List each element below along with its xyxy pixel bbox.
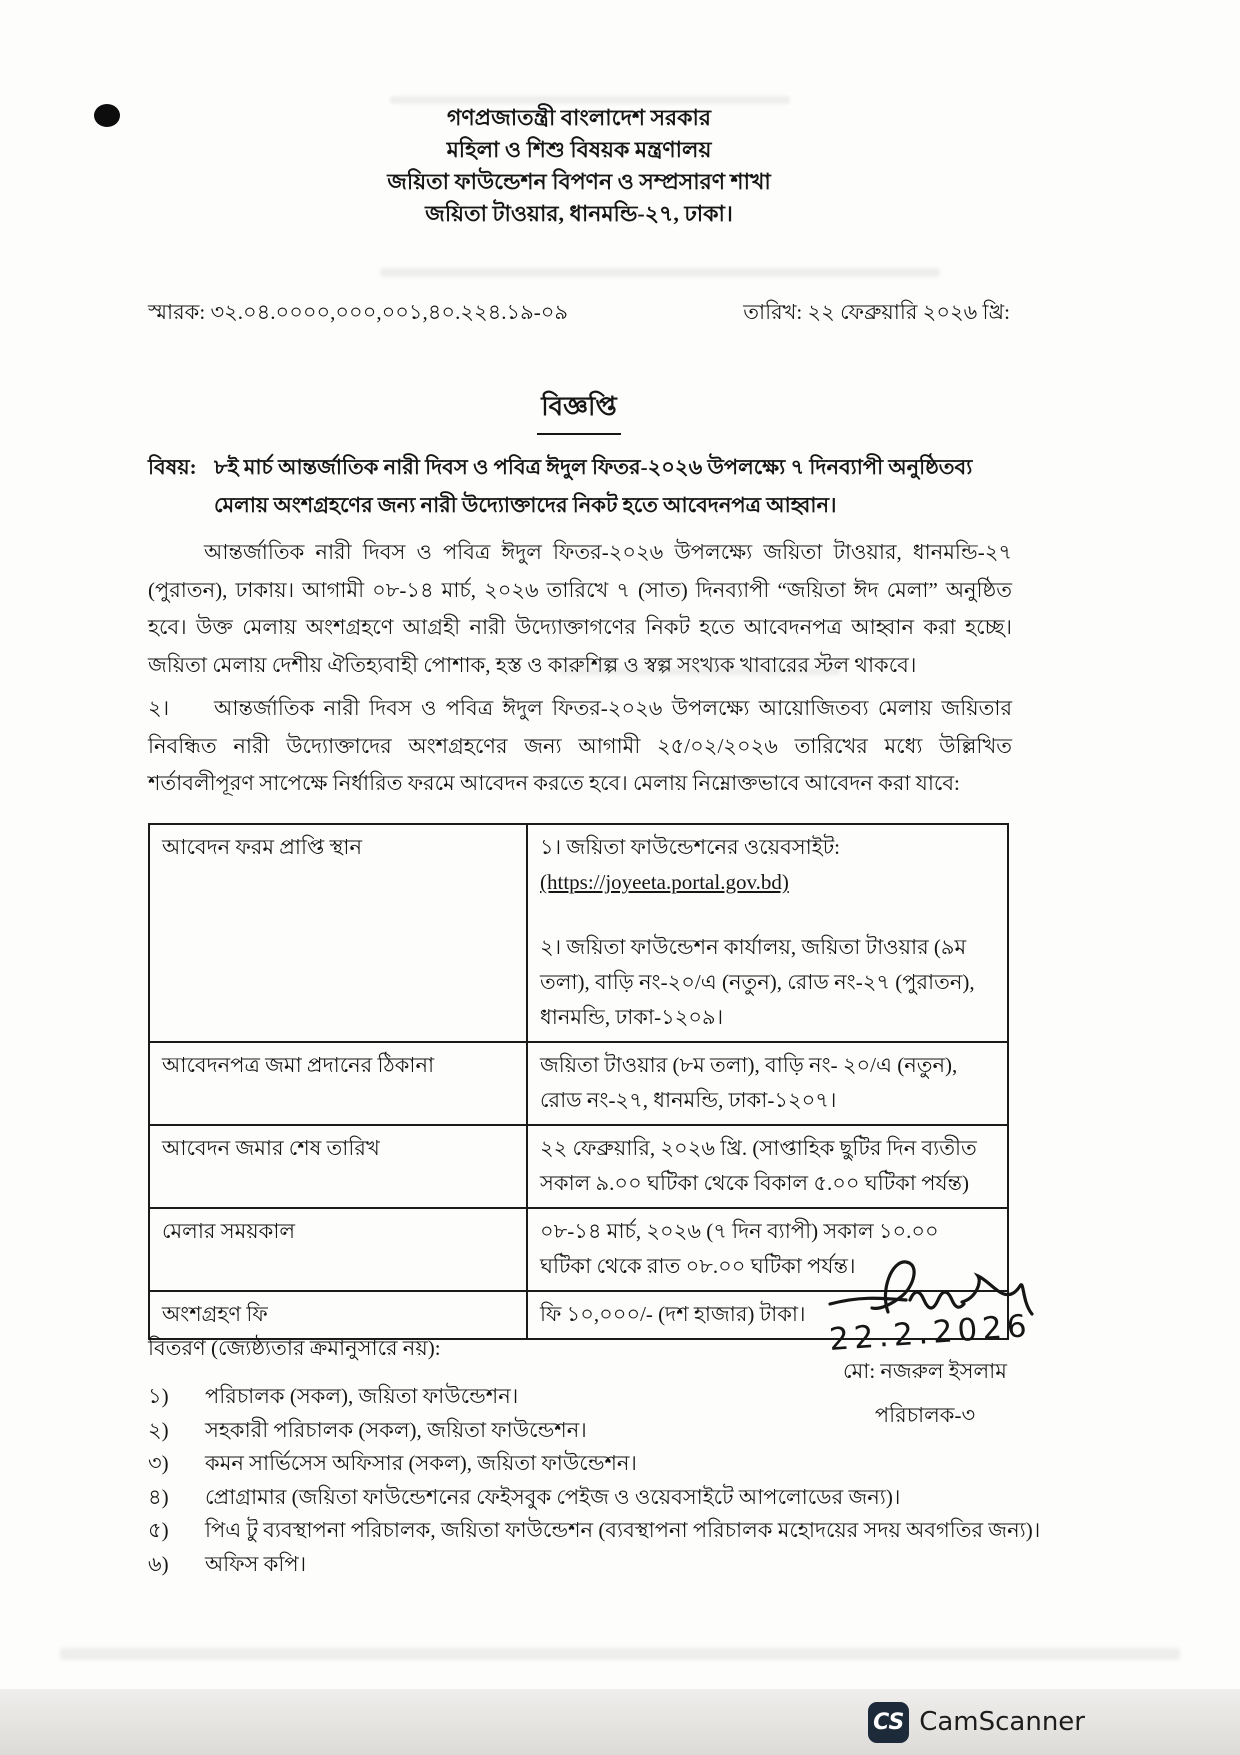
list-item-number: ৫) <box>148 1518 169 1542</box>
list-item <box>148 1548 1048 1582</box>
signatory-name: মো: নজরুল ইসলাম <box>843 1359 1007 1383</box>
list-item-number: ৬) <box>148 1551 169 1576</box>
distribution-list <box>148 1380 1048 1581</box>
title-wrap <box>148 386 1010 435</box>
list-item <box>148 1380 1048 1414</box>
scan-hole-punch-mark <box>94 104 120 127</box>
letterhead <box>148 102 1010 230</box>
scan-smudge <box>380 268 940 277</box>
paragraph-text: আন্তর্জাতিক নারী দিবস ও পবিত্র ঈদুল ফিতর-২০২৬ উপলক্ষ্যে আয়োজিতব্য মেলায় জয়িতার নিবন্ধিত নারী উদ্যোক্তাদের অংশগ্রহণের জন্য আগামী ২৫/০২/২০২৬ তারিখের মধ্যে উল্লিখিত শর্তাবলীপূরণ সাপেক্ষে নির্ধারিত ফরমে আবেদন করতে হবে। মেলায় নিম্নোক্তভাবে আবেদন করা যাবে: <box>148 696 1012 795</box>
list-item-number: ১) <box>148 1384 169 1408</box>
table-row <box>149 1125 1008 1208</box>
row-label: আবেদন জমার শেষ তারিখ <box>149 1125 527 1208</box>
list-item-text: সহকারী পরিচালক (সকল), জয়িতা ফাউন্ডেশন। <box>205 1417 587 1442</box>
list-item <box>148 1481 1048 1515</box>
list-item <box>148 1414 1048 1448</box>
list-item <box>148 1447 1048 1481</box>
cell-gap <box>540 900 995 930</box>
list-item-text: প্রোগ্রামার (জয়িতা ফাউন্ডেশনের ফেইসবুক পেইজ ও ওয়েবসাইটে আপলোডের জন্য)। <box>205 1484 901 1509</box>
memo-number: স্মারক: ৩২.০৪.০০০০,০০০,০০১,৪০.২২৪.১৯-০৯ <box>148 300 569 324</box>
subject-label: বিষয়: <box>148 455 197 479</box>
office-address: জয়িতা টাওয়ার, ধানমন্ডি-২৭, ঢাকা। <box>425 201 733 226</box>
signatory-designation: পরিচালক-৩ <box>874 1403 976 1427</box>
camscanner-logo-icon: CS <box>868 1702 909 1743</box>
handwritten-date: 22.2.2026 <box>827 1307 1033 1359</box>
list-item-number: ২) <box>148 1417 169 1442</box>
camscanner-footer <box>0 1689 1240 1755</box>
list-item-number: ৩) <box>148 1451 169 1475</box>
camscanner-brand-text: CamScanner <box>919 1707 1085 1737</box>
notice-title: বিজ্ঞপ্তি <box>537 386 621 435</box>
subject-block <box>148 448 1028 524</box>
ministry-name: মহিলা ও শিশু বিষয়ক মন্ত্রণালয় <box>446 137 712 162</box>
row-label: আবেদনপত্র জমা প্রদানের ঠিকানা <box>149 1042 527 1125</box>
list-item-text: পরিচালক (সকল), জয়িতা ফাউন্ডেশন। <box>205 1384 519 1408</box>
row-value: ফি ১০,০০০/- (দশ হাজার) টাকা। <box>527 1291 1008 1339</box>
paragraph-number: ২। <box>148 696 170 720</box>
list-item-text: অফিস কপি। <box>205 1551 307 1576</box>
memo-row <box>148 296 1010 331</box>
website-link: (https://joyeeta.portal.gov.bd) <box>540 870 789 894</box>
distribution-heading: বিতরণ (জ্যেষ্ঠ্যতার ক্রমানুসারে নয়): <box>148 1336 441 1360</box>
row-label: আবেদন ফরম প্রাপ্তি স্থান <box>149 824 527 1042</box>
body-paragraph-2 <box>148 690 1012 803</box>
row-value <box>527 824 1008 1042</box>
list-item <box>148 1514 1048 1548</box>
row-value: জয়িতা টাওয়ার (৮ম তলা), বাড়ি নং- ২০/এ (নতুন), রোড নং-২৭, ধানমন্ডি, ঢাকা-১২০৭। <box>527 1042 1008 1125</box>
form-source-item-2: ২। জয়িতা ফাউন্ডেশন কার্যালয়, জয়িতা টাওয়ার (৯ম তলা), বাড়ি নং-২০/এ (নতুন), রোড নং-২৭ (পুরাতন), ধানমন্ডি, ঢাকা-১২০৯। <box>540 935 975 1029</box>
table-row <box>149 824 1008 1042</box>
memo-date: তারিখ: ২২ ফেব্রুয়ারি ২০২৬ খ্রি: <box>743 300 1010 324</box>
table-row <box>149 1042 1008 1125</box>
row-value: ০৮-১৪ মার্চ, ২০২৬ (৭ দিন ব্যাপী) সকাল ১০.০০ ঘটিকা থেকে রাত ০৮.০০ ঘটিকা পর্যন্ত। <box>527 1208 1008 1291</box>
government-name: গণপ্রজাতন্ত্রী বাংলাদেশ সরকার <box>446 105 712 130</box>
body-paragraph-1: আন্তর্জাতিক নারী দিবস ও পবিত্র ঈদুল ফিতর-২০২৬ উপলক্ষ্যে জয়িতা টাওয়ার, ধানমন্ডি-২৭ (পুরাতন), ঢাকায়। আগামী ০৮-১৪ মার্চ, ২০২৬ তারিখে ৭ (সাত) দিনব্যাপী “জয়িতা ঈদ মেলা” অনুষ্ঠিত হবে। উক্ত মেলায় অংশগ্রহণে আগ্রহী নারী উদ্যোক্তাগণের নিকট হতে আবেদনপত্র আহ্বান করা হচ্ছে। জয়িতা মেলায় দেশীয় ঐতিহ্যবাহী পোশাক, হস্ত ও কারুশিল্প ও স্বল্প সংখ্যক খাবারের স্টল থাকবে। <box>148 540 1012 677</box>
branch-name: জয়িতা ফাউন্ডেশন বিপণন ও সম্প্রসারণ শাখা <box>387 169 771 194</box>
row-label: মেলার সময়কাল <box>149 1208 527 1291</box>
subject-text: ৮ই মার্চ আন্তর্জাতিক নারী দিবস ও পবিত্র ঈদুল ফিতর-২০২৬ উপলক্ষ্যে ৭ দিনব্যাপী অনুষ্ঠিতব্য মেলায় অংশগ্রহণের জন্য নারী উদ্যোক্তাদের নিকট হতে আবেদনপত্র আহ্বান। <box>214 455 973 517</box>
list-item-text: পিএ টু ব্যবস্থাপনা পরিচালক, জয়িতা ফাউন্ডেশন (ব্যবস্থাপনা পরিচালক মহোদয়ের সদয় অবগতির জন্য)। <box>205 1518 1041 1542</box>
list-item-text: কমন সার্ভিসেস অফিসার (সকল), জয়িতা ফাউন্ডেশন। <box>205 1451 637 1475</box>
form-source-item-1: ১। জয়িতা ফাউন্ডেশনের ওয়েবসাইট: <box>540 835 840 859</box>
scan-smudge <box>60 1648 1180 1660</box>
row-label: অংশগ্রহণ ফি <box>149 1291 527 1339</box>
list-item-number: ৪) <box>148 1484 169 1509</box>
row-value: ২২ ফেব্রুয়ারি, ২০২৬ খ্রি. (সাপ্তাহিক ছুটির দিন ব্যতীত সকাল ৯.০০ ঘটিকা থেকে বিকাল ৫.০০ ঘটিকা পর্যন্ত) <box>527 1125 1008 1208</box>
